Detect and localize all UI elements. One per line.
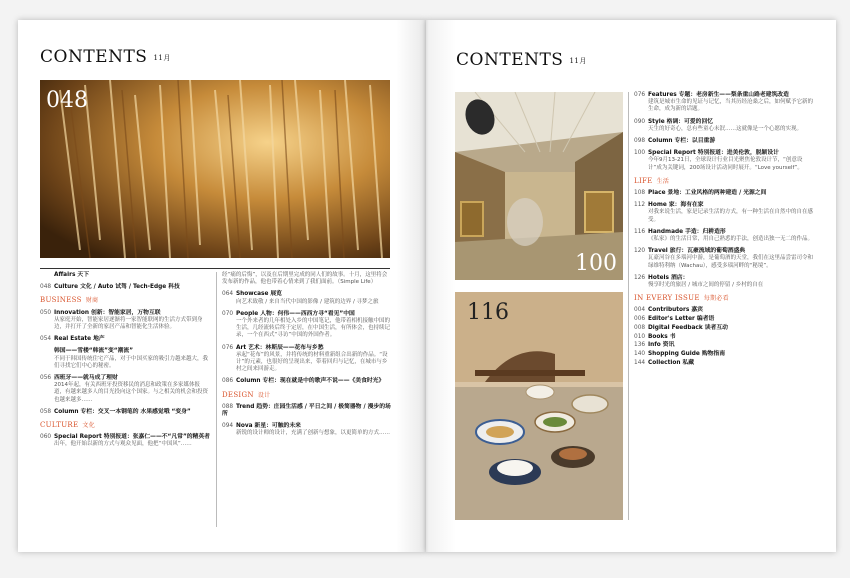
toc-entry-title: Digital Feedback 读者互动	[648, 324, 728, 331]
section-label-cn: 财商	[85, 297, 99, 305]
toc-entry	[40, 336, 210, 343]
toc-entry	[222, 311, 392, 340]
right-contents-title	[456, 50, 587, 70]
toc-entry	[40, 434, 210, 448]
toc-entry	[40, 310, 210, 332]
toc-entry-title: Info 资讯	[648, 342, 675, 349]
toc-page-number: 048	[40, 284, 52, 291]
toc-entry-body: 天生的好奇心，总有些童心未泯……这就像是一个心愿的实现。	[648, 125, 803, 132]
toc-entry-body: 向艺术致敬 / 来自当代中国的影像 / 建筑的边界 / 寻梦之旅	[236, 298, 379, 305]
toc-entry-title: Editor's Letter 编者语	[648, 316, 715, 323]
toc-entry-heading	[40, 272, 210, 279]
toc-entry-title: Travel 旅行：瓦豪流域的葡萄酒盛典	[648, 248, 746, 255]
toc-entry-body: 《私家》的生活日常，用自己熟悉的手法，创造出独一无二的作品。	[648, 236, 814, 243]
toc-entry-title: Home 家：海有在家	[648, 202, 704, 209]
toc-page-number: 116	[634, 228, 646, 235]
left-column-1	[40, 272, 210, 454]
toc-page-number: 108	[634, 190, 646, 197]
section-label: BUSINESS	[40, 296, 82, 305]
toc-entry	[634, 325, 814, 332]
toc-page-number: 054	[40, 336, 52, 343]
toc-entry-heading	[634, 190, 814, 197]
toc-entry	[634, 351, 814, 358]
toc-entry	[222, 404, 392, 418]
toc-page-number: 064	[222, 291, 234, 298]
toc-entry-title: Real Estate 地产	[54, 336, 105, 343]
toc-page-number: 100	[634, 150, 646, 157]
toc-entry	[634, 92, 814, 114]
toc-entry-heading	[634, 334, 814, 341]
toc-entry-heading	[40, 284, 210, 291]
toc-page-number: 056	[40, 375, 52, 382]
toc-entry-body: 一个外来者的几年相处入乡的中国笔记，他带着相机接触中国的生活，几经流转后终于定居，在中国生活，有所体会，也持续记录，一个在西式“寻访”中国的外国作者。	[236, 318, 391, 339]
section-label-cn: 文化	[82, 422, 95, 430]
left-photo-page-number: 048	[46, 88, 88, 113]
toc-page-number: 086	[222, 378, 234, 385]
toc-page-number: 098	[634, 138, 646, 145]
toc-page-number: 006	[634, 316, 646, 323]
toc-page-number: 076	[634, 92, 646, 98]
toc-entry-heading	[40, 336, 210, 343]
toc-entry-heading	[40, 348, 210, 355]
section-heading	[634, 295, 814, 302]
toc-entry-heading	[634, 119, 814, 126]
toc-page-number: 088	[222, 403, 234, 410]
dinner-table-image	[455, 292, 623, 520]
toc-entry-title: Art 艺术：林斯辰——花布与乡愁	[236, 344, 324, 351]
toc-entry	[40, 409, 210, 416]
toc-entry-heading	[222, 311, 392, 318]
right-photo2-page-number: 116	[467, 300, 509, 325]
toc-entry-title: Affairs 天下	[54, 272, 90, 278]
left-title-text: CONTENTS	[40, 47, 148, 67]
toc-entry	[634, 275, 814, 289]
toc-page-number: 076	[222, 344, 234, 351]
toc-entry	[40, 348, 210, 370]
toc-entry-heading	[40, 310, 210, 317]
toc-entry-title: Handmade 手造：归耕造形	[648, 228, 726, 235]
toc-page-number: 140	[634, 350, 646, 357]
toc-entry-title: Column 专栏：以目重游	[648, 138, 716, 145]
left-contents-title	[40, 47, 171, 67]
left-column-2	[222, 272, 392, 443]
toc-entry	[634, 119, 814, 133]
section-heading	[634, 178, 814, 185]
toc-entry-heading	[634, 138, 814, 145]
toc-page-number: 112	[634, 202, 646, 209]
right-issue-label: 11月	[569, 56, 587, 65]
toc-entry	[634, 138, 814, 145]
section-label: LIFE	[634, 176, 653, 185]
book-gutter-shadow	[396, 20, 456, 552]
toc-page-number: 094	[222, 423, 234, 430]
section-heading	[40, 422, 210, 429]
toc-entry	[40, 375, 210, 404]
toc-entry-body: 经“痛的后悔”，以及在后期里完成的同人们的故事。十月，这里将会发布新的作品，他也带着心情来到了我们面前。（Simple Life）	[222, 272, 388, 286]
golden-installation-image	[40, 80, 390, 258]
toc-entry-body: 2014年起，有关西班牙投资移民的消息和政策在多家媒体报道，有越来越多人的目光投向这个国家。与之相关的机会和投资也越来越多……	[54, 382, 209, 403]
section-label: DESIGN	[222, 390, 254, 399]
toc-entry-heading	[634, 307, 814, 314]
toc-entry-title: Special Report 特别报道：张嘉仁——不“凡常”的精英者	[54, 434, 210, 441]
toc-entry-title: Books 书	[648, 333, 676, 340]
toc-text	[222, 272, 392, 286]
toc-entry	[40, 272, 210, 279]
toc-entry	[634, 248, 814, 270]
toc-entry-title: Style 格调：可爱的回忆	[648, 118, 714, 125]
right-column	[634, 92, 814, 368]
toc-entry	[634, 360, 814, 367]
toc-entry-body: 承起“花布”的风景，并将传统的材料重新组合出新的作品。“设计”的元素，也很好的呈现出来，带着回归与记忆，在城市与乡村之间来回游走。	[236, 351, 388, 373]
toc-entry	[222, 345, 392, 374]
section-heading	[40, 297, 210, 304]
toc-entry-title: Features 专题：老房新生——梨条重山路老建筑改造	[648, 92, 789, 98]
toc-entry-body: 瓦豪河谷在多瑙河中游，是葡萄酒的天堂，我们在这里品尝雷司令和绿维特利纳（Wachau），感受多瑙河畔的“秘境”。	[648, 255, 814, 269]
toc-entry	[634, 190, 814, 197]
toc-entry-title: 西班牙——就马成了理财	[54, 375, 118, 382]
toc-entry-heading	[222, 404, 392, 418]
left-divider	[40, 268, 390, 269]
toc-entry-heading	[40, 409, 210, 416]
left-column-rule	[216, 272, 217, 527]
toc-entry-title: Hotels 酒店：	[648, 274, 689, 281]
toc-entry	[634, 150, 814, 172]
toc-page-number: 008	[634, 324, 646, 331]
toc-entry-title: 韩国——雪楼“韩流”变“潮流”	[54, 348, 134, 355]
section-label: IN EVERY ISSUE	[634, 294, 700, 303]
toc-entry	[634, 307, 814, 314]
toc-entry-heading	[222, 378, 392, 385]
toc-page-number: 058	[40, 408, 52, 415]
right-column-rule	[628, 92, 629, 520]
toc-entry-title: Showcase 展览	[236, 291, 282, 298]
toc-entry-body: 今年9月13-21日，全球设计行业目光聚焦伦敦设计节，“创意设计”成为关键词，200场设计活动同时展开。“Love yourself”。	[648, 157, 803, 171]
toc-entry-title: People 人物：何伟——西西方寻“看见”中国	[236, 310, 355, 317]
right-museum-photo	[455, 92, 623, 280]
toc-page-number: 070	[222, 310, 234, 317]
toc-entry	[40, 284, 210, 291]
toc-entry-heading	[634, 325, 814, 332]
toc-entry	[222, 291, 392, 305]
toc-entry-heading	[634, 360, 814, 367]
toc-entry-title: Contributors 嘉宾	[648, 307, 703, 314]
toc-page-number: 126	[634, 274, 646, 281]
toc-entry-title: Nova 新星：可触的未来	[236, 423, 301, 430]
toc-entry-title: Special Report 特别报道：进美伦敦，脱颖设计	[648, 150, 779, 157]
toc-entry-title: Column 专栏：现在就是中的歌声不说——《美食时光》	[236, 378, 385, 385]
toc-entry-heading	[634, 316, 814, 323]
toc-entry-body: 建筑是城市生命的见证与记忆，当其历经沧桑之后，如何赋予它新的生命，成为新的话题。	[648, 99, 814, 113]
toc-entry-heading	[222, 291, 392, 298]
section-label-cn: 设计	[257, 391, 271, 399]
toc-entry-title: Innovation 创新：智能家居，万物互联	[54, 309, 161, 316]
toc-entry-title: Culture 文化 / Auto 试驾 / Tech-Edge 科技	[54, 284, 180, 291]
toc-entry-title: Shopping Guide 购物指南	[648, 350, 726, 357]
section-label-cn: 每期必看	[703, 295, 729, 303]
toc-entry	[634, 342, 814, 349]
toc-entry	[634, 316, 814, 323]
right-photo1-page-number: 100	[575, 251, 617, 276]
toc-entry-heading	[634, 342, 814, 349]
toc-entry	[634, 229, 814, 243]
right-table-photo	[455, 292, 623, 520]
toc-entry-heading	[634, 351, 814, 358]
toc-entry-heading	[222, 345, 392, 352]
toc-page-number: 010	[634, 333, 646, 340]
toc-entry-title: Place 景地：工业风格的两种建造 / 光源之间	[648, 190, 767, 197]
section-label-cn: 生活	[656, 177, 670, 185]
toc-page-number: 090	[634, 118, 646, 125]
toc-entry-body: 出年，他开始以新的方式与观众见面，他把“中国风”……	[54, 441, 192, 448]
toc-entry-body: 对我来说生活，家是记录生活的方式，有一种生活在自然中的自在感受。	[648, 209, 814, 223]
toc-entry-title: Trend 趋势：庄园生活感 / 平日之间 / 极简器物 / 漫步的场所	[222, 403, 391, 418]
toc-page-number: 004	[634, 307, 646, 314]
toc-entry-title: Column 专栏：交叉一本钢笔的 水果感觉哦 “变身”	[54, 408, 191, 415]
toc-entry-title: Collection 私藏	[648, 359, 695, 366]
toc-entry-heading	[634, 229, 814, 236]
toc-page-number: 060	[40, 434, 52, 441]
toc-entry-body: 不同于韩国传统住宅产品，对于中国买家的吸引力越来越大，我们寻找它们中心的秘密。	[54, 355, 209, 369]
toc-entry-body: 慢享时光的旅居 / 城市之间的停留 / 乡村的自在	[648, 282, 764, 289]
toc-entry	[634, 202, 814, 224]
right-title-text: CONTENTS	[456, 50, 564, 70]
section-label: CULTURE	[40, 421, 79, 430]
toc-page-number: 136	[634, 342, 646, 349]
toc-entry-body: 从家庭开始，智能家居逐渐将一家智能联网的生活方式带到身边，并打开了全新的家居产品和智能化生活体验。	[54, 316, 203, 331]
toc-entry-heading	[634, 275, 814, 282]
toc-entry	[222, 423, 392, 437]
left-issue-label: 11月	[153, 53, 171, 62]
left-feature-photo	[40, 80, 390, 258]
toc-page-number: 120	[634, 248, 646, 255]
toc-page-number: 050	[40, 309, 52, 316]
toc-entry	[634, 334, 814, 341]
toc-page-number: 144	[634, 359, 646, 366]
toc-entry	[222, 378, 392, 385]
section-heading	[222, 392, 392, 399]
toc-entry-body: 新锐的设计师的设计，充满了创新与想象，以更简单的方式……	[236, 430, 391, 437]
